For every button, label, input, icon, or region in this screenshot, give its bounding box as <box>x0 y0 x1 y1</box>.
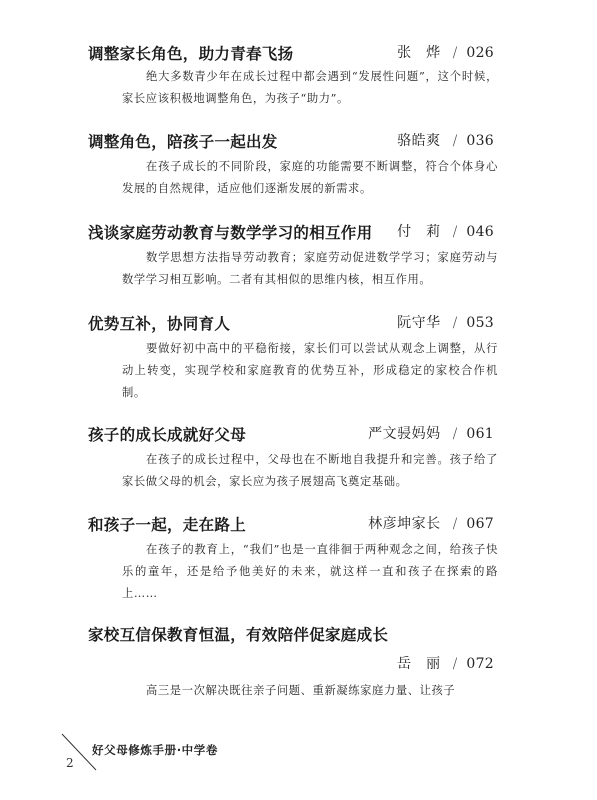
toc-entry-meta <box>368 423 494 443</box>
separator-slash-icon: / <box>452 516 458 532</box>
separator-slash-icon: / <box>452 315 458 331</box>
toc-entry-author: 骆皓爽 <box>397 133 441 149</box>
separator-slash-icon: / <box>452 45 458 61</box>
toc-entry-meta <box>397 130 494 150</box>
toc-entry-meta <box>397 653 494 673</box>
toc-entry[interactable] <box>0 623 597 697</box>
toc-entry-header <box>0 513 597 537</box>
toc-entry-summary: 在孩子的教育上，“我们”也是一直徘徊于两种观念之间，给孩子快乐的童年，还是给予他美好的未来，就这样一直和孩子在探索的路上…… <box>122 543 498 600</box>
toc-entry-summary: 绝大多数青少年在成长过程中都会遇到“发展性问题”，这个时候，家长应该积极地调整角色，为孩子“助力”。 <box>122 70 498 105</box>
toc-entry-title[interactable]: 和孩子一起，走在路上 <box>88 516 247 534</box>
toc-entry-author: 付 莉 <box>397 224 441 240</box>
toc-entry-author: 林彦坤家长 <box>368 516 441 532</box>
toc-entry-author: 严文骎妈妈 <box>368 426 441 442</box>
toc-entry-header <box>0 130 597 154</box>
toc-entry-meta <box>397 42 494 62</box>
toc-entry-title[interactable]: 调整角色，陪孩子一起出发 <box>88 133 278 151</box>
toc-entry[interactable] <box>0 42 597 105</box>
toc-entry-summary: 要做好初中高中的平稳衔接，家长们可以尝试从观念上调整，从行动上转变，实现学校和家庭教育的优势互补，形成稳定的家校合作机制。 <box>122 342 498 399</box>
toc-entry-title[interactable]: 调整家长角色，助力青春飞扬 <box>88 45 294 63</box>
separator-slash-icon: / <box>452 426 458 442</box>
toc-entry[interactable] <box>0 312 597 399</box>
toc-entry[interactable] <box>0 221 597 286</box>
toc-entry-meta <box>397 221 494 241</box>
toc-entry-header <box>0 423 597 447</box>
toc-entry-page: 053 <box>466 315 494 331</box>
toc-entry-header <box>0 221 597 245</box>
toc-entry-page: 061 <box>466 426 494 442</box>
toc-entry-summary: 数学思想方法指导劳动教育；家庭劳动促进数学学习；家庭劳动与数学学习相互影响。二者有其相似的思维内核，相互作用。 <box>122 251 498 286</box>
toc-entry-summary: 高三是一次解决既往亲子问题、重新凝练家庭力量、让孩子 <box>146 684 456 697</box>
toc-entry-author: 张 烨 <box>397 45 441 61</box>
toc-entry[interactable] <box>0 423 597 488</box>
toc-entry-page: 026 <box>466 45 494 61</box>
toc-entry-header <box>0 312 597 336</box>
toc-entry-page: 072 <box>466 656 494 672</box>
toc-entry[interactable] <box>0 513 597 600</box>
toc-entry-header <box>0 42 597 66</box>
toc-entry-title[interactable]: 浅谈家庭劳动教育与数学学习的相互作用 <box>88 224 373 242</box>
toc-entry-author: 阮守华 <box>397 315 441 331</box>
toc-entry-page: 067 <box>466 516 494 532</box>
footer-page-number: 2 <box>66 756 74 770</box>
toc-entry-meta <box>397 312 494 332</box>
separator-slash-icon: / <box>452 224 458 240</box>
toc-entry-page: 046 <box>466 224 494 240</box>
toc-entry-title[interactable]: 家校互信保教育恒温，有效陪伴促家庭成长 <box>88 626 389 644</box>
separator-slash-icon: / <box>452 133 458 149</box>
toc-entry-summary: 在孩子的成长过程中，父母也在不断地自我提升和完善。孩子给了家长做父母的机会，家长应为孩子展翅高飞奠定基础。 <box>122 453 498 488</box>
toc-entry-title[interactable]: 优势互补，协同育人 <box>88 315 231 333</box>
toc-entry-meta <box>368 513 494 533</box>
toc-entry-header <box>0 623 597 647</box>
toc-entry-summary: 在孩子成长的不同阶段，家庭的功能需要不断调整，符合个体身心发展的自然规律，适应他们逐渐发展的新需求。 <box>122 160 498 195</box>
footer-book-title: 好父母修炼手册·中学卷 <box>92 743 218 757</box>
toc-entry[interactable] <box>0 130 597 195</box>
separator-slash-icon: / <box>452 656 458 672</box>
toc-entry-author: 岳 丽 <box>397 656 441 672</box>
toc-entry-title[interactable]: 孩子的成长成就好父母 <box>88 426 247 444</box>
toc-entry-page: 036 <box>466 133 494 149</box>
